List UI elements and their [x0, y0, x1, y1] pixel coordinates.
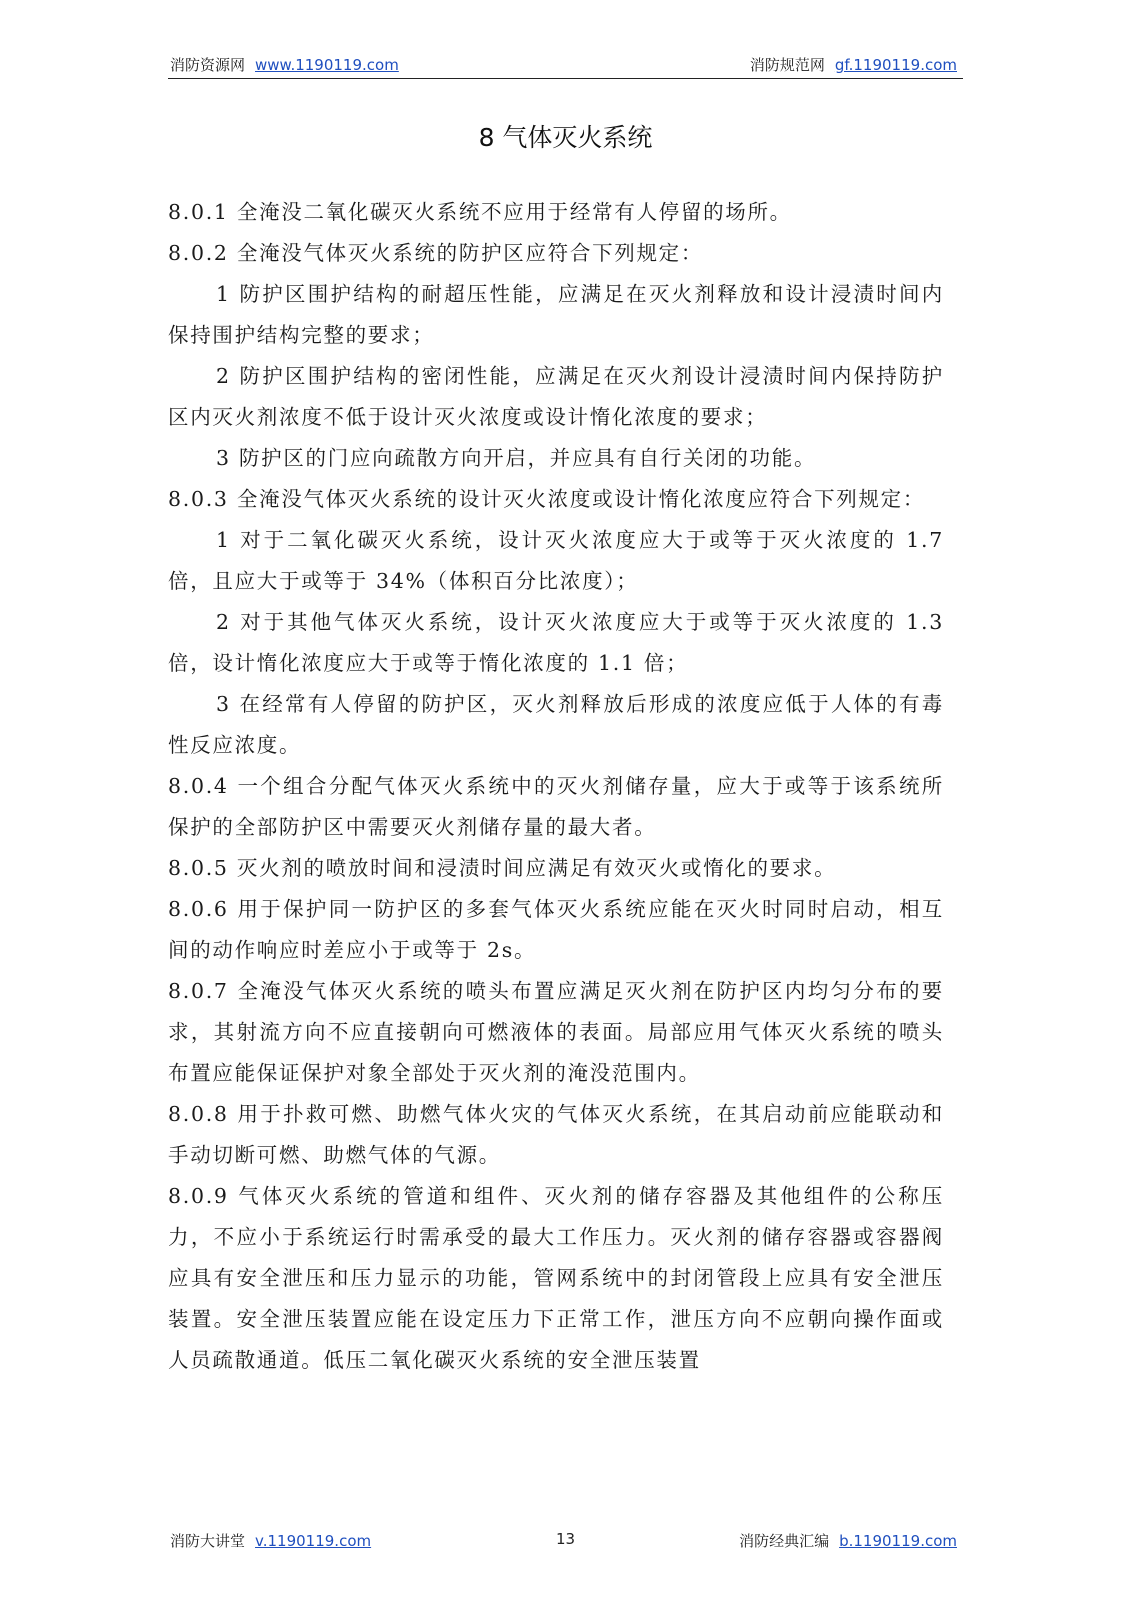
- clause-paragraph: 8.0.1 全淹没二氧化碳灭火系统不应用于经常有人停留的场所。: [168, 200, 792, 224]
- header-right-link[interactable]: gf.1190119.com: [834, 56, 957, 74]
- page-header: [168, 52, 963, 79]
- clause-paragraph: 8.0.5 灭火剂的喷放时间和浸渍时间应满足有效灭火或惰化的要求。: [168, 856, 837, 880]
- body-text: [168, 192, 944, 1381]
- footer-right: [739, 1530, 957, 1551]
- header-left-label: 消防资源网: [170, 56, 246, 74]
- item-paragraph: 3 防护区的门应向疏散方向开启，并应具有自行关闭的功能。: [216, 446, 817, 470]
- item-paragraph: 1 防护区围护结构的耐超压性能，应满足在灭火剂释放和设计浸渍时间内保持围护结构完整的要求；: [168, 282, 944, 347]
- header-right: [750, 54, 957, 75]
- item-paragraph: 2 防护区围护结构的密闭性能，应满足在灭火剂设计浸渍时间内保持防护区内灭火剂浓度不低于设计灭火浓度或设计惰化浓度的要求；: [168, 364, 944, 429]
- header-right-label: 消防规范网: [749, 56, 825, 74]
- header-left-link[interactable]: www.1190119.com: [255, 56, 399, 74]
- clause-paragraph: 8.0.2 全淹没气体灭火系统的防护区应符合下列规定：: [168, 241, 704, 265]
- clause-paragraph: 8.0.8 用于扑救可燃、助燃气体火灾的气体灭火系统，在其启动前应能联动和手动切断可燃、助燃气体的气源。: [168, 1102, 944, 1167]
- page-number: 13: [555, 1530, 576, 1548]
- item-paragraph: 3 在经常有人停留的防护区，灭火剂释放后形成的浓度应低于人体的有毒性反应浓度。: [168, 692, 944, 757]
- item-paragraph: 1 对于二氧化碳灭火系统，设计灭火浓度应大于或等于灭火浓度的 1.7 倍，且应大于或等于 34%（体积百分比浓度）；: [168, 528, 944, 593]
- footer-left-label: 消防大讲堂: [170, 1532, 246, 1550]
- footer-right-link[interactable]: b.1190119.com: [839, 1532, 957, 1550]
- section-title: 8 气体灭火系统: [478, 123, 653, 152]
- clause-paragraph: 8.0.7 全淹没气体灭火系统的喷头布置应满足灭火剂在防护区内均匀分布的要求，其射流方向不应直接朝向可燃液体的表面。局部应用气体灭火系统的喷头布置应能保证保护对象全部处于灭火剂的淹没范围内。: [168, 979, 944, 1085]
- clause-paragraph: 8.0.3 全淹没气体灭火系统的设计灭火浓度或设计惰化浓度应符合下列规定：: [168, 487, 926, 511]
- clause-paragraph: 8.0.9 气体灭火系统的管道和组件、灭火剂的储存容器及其他组件的公称压力，不应小于系统运行时需承受的最大工作压力。灭火剂的储存容器或容器阀应具有安全泄压和压力显示的功能，管网系统中的封闭管段上应具有安全泄压装置。安全泄压装置应能在设定压力下正常工作，泄压方向不应朝向操作面或人员疏散通道。低压二氧化碳灭火系统的安全泄压装置: [168, 1184, 944, 1372]
- footer-right-label: 消防经典汇编: [739, 1532, 830, 1550]
- clause-paragraph: 8.0.6 用于保护同一防护区的多套气体灭火系统应能在灭火时同时启动，相互间的动作响应时差应小于或等于 2s。: [168, 897, 944, 962]
- page-footer: [168, 1530, 963, 1554]
- header-left: [170, 54, 399, 75]
- clause-paragraph: 8.0.4 一个组合分配气体灭火系统中的灭火剂储存量，应大于或等于该系统所保护的全部防护区中需要灭火剂储存量的最大者。: [168, 774, 944, 839]
- item-paragraph: 2 对于其他气体灭火系统，设计灭火浓度应大于或等于灭火浓度的 1.3 倍，设计惰化浓度应大于或等于惰化浓度的 1.1 倍；: [168, 610, 944, 675]
- footer-left-link[interactable]: v.1190119.com: [255, 1532, 372, 1550]
